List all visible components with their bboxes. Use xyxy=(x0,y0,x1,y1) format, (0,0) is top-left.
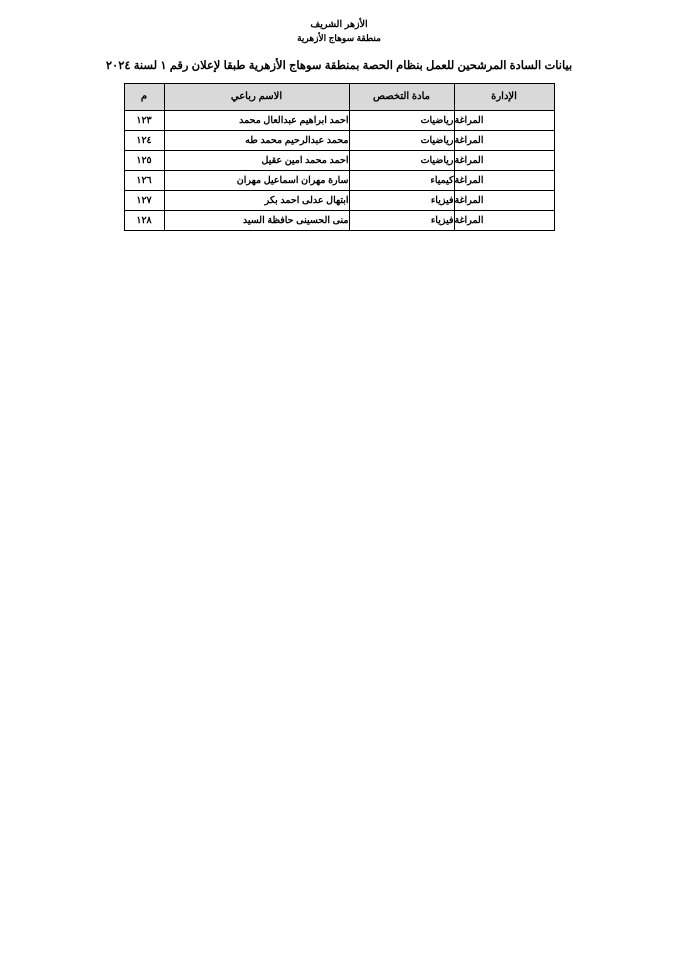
cell-name: احمد ابراهيم عبدالعال محمد xyxy=(164,110,349,130)
column-header-subject: مادة التخصص xyxy=(349,83,454,110)
column-header-num: م xyxy=(124,83,164,110)
organization-name: الأزهر الشريف xyxy=(310,19,368,30)
cell-name: منى الحسينى حافظة السيد xyxy=(164,210,349,230)
table-row xyxy=(124,190,554,210)
cell-num: ١٢٥ xyxy=(124,150,164,170)
cell-name: ابتهال عدلى احمد بكر xyxy=(164,190,349,210)
cell-name: سارة مهران اسماعيل مهران xyxy=(164,170,349,190)
table-row xyxy=(124,170,554,190)
cell-num: ١٢٨ xyxy=(124,210,164,230)
cell-admin: المراغة xyxy=(454,110,554,130)
cell-subject: رياضيات xyxy=(349,110,454,130)
region-name: منطقة سوهاج الأزهرية xyxy=(297,32,381,43)
page-title: بيانات السادة المرشحين للعمل بنظام الحصة بمنطقة سوهاج الأزهرية طبقا لإعلان رقم ١ لسنة ٢٠٢٤ xyxy=(105,59,573,72)
cell-num: ١٢٤ xyxy=(124,130,164,150)
cell-subject: رياضيات xyxy=(349,150,454,170)
cell-subject: كيمياء xyxy=(349,170,454,190)
cell-admin: المراغة xyxy=(454,130,554,150)
table-row xyxy=(124,130,554,150)
cell-admin: المراغة xyxy=(454,150,554,170)
candidates-table xyxy=(124,83,555,231)
cell-subject: فيزياء xyxy=(349,210,454,230)
letterhead xyxy=(0,18,678,45)
cell-num: ١٢٧ xyxy=(124,190,164,210)
cell-admin: المراغة xyxy=(454,210,554,230)
cell-name: محمد عبدالرحيم محمد طه xyxy=(164,130,349,150)
cell-admin: المراغة xyxy=(454,170,554,190)
column-header-admin: الإدارة xyxy=(454,83,554,110)
cell-num: ١٢٦ xyxy=(124,170,164,190)
cell-num: ١٢٣ xyxy=(124,110,164,130)
table-row xyxy=(124,210,554,230)
cell-admin: المراغة xyxy=(454,190,554,210)
cell-subject: فيزياء xyxy=(349,190,454,210)
cell-name: احمد محمد امين عقيل xyxy=(164,150,349,170)
cell-subject: رياضيات xyxy=(349,130,454,150)
table-header-row xyxy=(124,83,554,110)
table-container xyxy=(0,83,678,231)
table-row xyxy=(124,110,554,130)
column-header-name: الاسم رباعي xyxy=(164,83,349,110)
table-row xyxy=(124,150,554,170)
table-body xyxy=(124,110,554,230)
